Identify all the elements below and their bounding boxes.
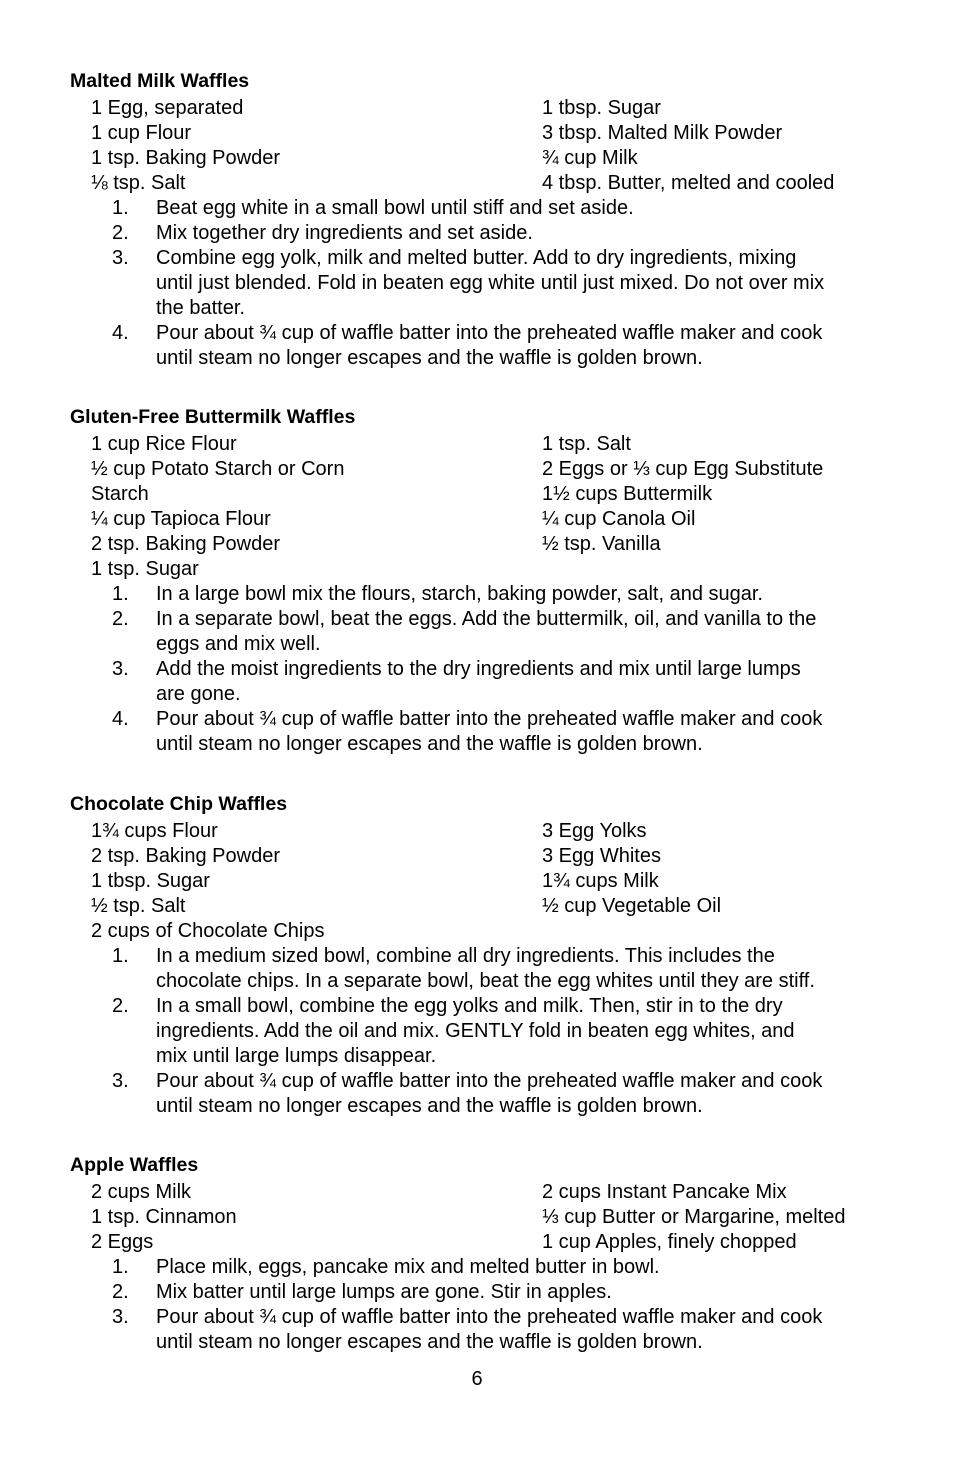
ingredient-item: ½ cup Vegetable Oil [542,895,722,917]
step-line: Mix batter until large lumps are gone. Stir in apples. [156,1281,612,1303]
ingredient-item: 4 tbsp. Butter, melted and cooled [542,172,835,194]
step-number: 3. [112,658,129,680]
step-item [70,1255,900,1280]
step-number: 3. [112,1070,129,1092]
ingredient-item: 1 cup Apples, finely chopped [542,1231,797,1253]
ingredients-left-column [91,96,391,196]
step-item [70,707,900,757]
ingredients-list [70,432,900,582]
step-line: chocolate chips. In a separate bowl, beat the egg whites until they are stiff. [156,970,815,992]
recipe-malted-milk-waffles [70,69,900,371]
ingredient-item: 1 tbsp. Sugar [91,870,210,892]
step-item [70,1280,900,1305]
step-line: Mix together dry ingredients and set aside. [156,222,533,244]
ingredient-item: 2 cups Instant Pancake Mix [542,1181,787,1203]
ingredient-item: 1¾ cups Milk [542,870,659,892]
ingredient-item: ½ tsp. Salt [91,895,186,917]
ingredient-item: Starch [91,483,149,505]
steps-list [70,582,900,757]
step-number: 1. [112,197,129,219]
step-item [70,321,900,371]
ingredients-left-column [91,819,391,944]
step-line: until just blended. Fold in beaten egg white until just mixed. Do not over mix [156,272,825,294]
step-item [70,221,900,246]
recipe-title: Chocolate Chip Waffles [70,793,288,815]
ingredient-item: 3 tbsp. Malted Milk Powder [542,122,783,144]
ingredient-item: ¾ cup Milk [542,147,638,169]
step-number: 3. [112,247,129,269]
ingredient-item: ½ cup Potato Starch or Corn [91,458,345,480]
ingredient-item: 1 cup Rice Flour [91,433,237,455]
step-line: Beat egg white in a small bowl until stiff and set aside. [156,197,634,219]
step-number: 1. [112,945,129,967]
ingredient-item: ⅓ cup Butter or Margarine, melted [542,1206,846,1228]
ingredient-item: 2 tsp. Baking Powder [91,845,280,867]
ingredient-item: 2 tsp. Baking Powder [91,533,280,555]
page-number: 6 [471,1368,483,1390]
ingredient-item: 1 tsp. Baking Powder [91,147,280,169]
ingredient-item: 1 tsp. Sugar [91,558,199,580]
step-line: Add the moist ingredients to the dry ingredients and mix until large lumps [156,658,801,680]
steps-list [70,944,900,1119]
ingredient-item: ½ tsp. Vanilla [542,533,661,555]
step-item [70,657,900,707]
step-line: until steam no longer escapes and the waffle is golden brown. [156,733,703,755]
step-number: 4. [112,708,129,730]
recipe-title: Malted Milk Waffles [70,70,250,92]
step-line: until steam no longer escapes and the waffle is golden brown. [156,347,703,369]
step-line: Pour about ¾ cup of waffle batter into the preheated waffle maker and cook [156,1070,823,1092]
step-item [70,1069,900,1119]
steps-list [70,1255,900,1355]
step-number: 2. [112,608,129,630]
step-line: In a separate bowl, beat the eggs. Add the buttermilk, oil, and vanilla to the [156,608,817,630]
step-line: In a medium sized bowl, combine all dry ingredients. This includes the [156,945,775,967]
step-line: the batter. [156,297,245,319]
step-item [70,994,900,1069]
ingredient-item: 2 Eggs [91,1231,154,1253]
step-line: are gone. [156,683,241,705]
step-line: until steam no longer escapes and the waffle is golden brown. [156,1331,703,1353]
step-line: Combine egg yolk, milk and melted butter. Add to dry ingredients, mixing [156,247,797,269]
ingredients-left-column [91,432,391,582]
step-item [70,196,900,221]
step-number: 1. [112,1256,129,1278]
recipe-title: Apple Waffles [70,1154,199,1176]
step-line: until steam no longer escapes and the waffle is golden brown. [156,1095,703,1117]
step-item [70,582,900,607]
recipe-gluten-free-buttermilk-waffles [70,405,900,757]
step-item [70,607,900,657]
step-line: In a small bowl, combine the egg yolks and milk. Then, stir in to the dry [156,995,783,1017]
ingredient-item: 1 tbsp. Sugar [542,97,661,119]
ingredient-item: ⅛ tsp. Salt [91,172,186,194]
ingredients-right-column [542,96,902,196]
step-line: Pour about ¾ cup of waffle batter into the preheated waffle maker and cook [156,708,823,730]
recipe-apple-waffles [70,1153,900,1355]
ingredients-list [70,819,900,944]
step-number: 1. [112,583,129,605]
ingredient-item: ¼ cup Tapioca Flour [91,508,271,530]
step-line: mix until large lumps disappear. [156,1045,437,1067]
ingredients-left-column [91,1180,391,1255]
step-number: 2. [112,222,129,244]
step-item [70,944,900,994]
ingredient-item: 1½ cups Buttermilk [542,483,713,505]
steps-list [70,196,900,371]
ingredient-item: 1 tsp. Salt [542,433,631,455]
ingredient-item: 1¾ cups Flour [91,820,218,842]
step-line: Pour about ¾ cup of waffle batter into the preheated waffle maker and cook [156,322,823,344]
ingredient-item: 2 cups of Chocolate Chips [91,920,325,942]
step-line: In a large bowl mix the flours, starch, baking powder, salt, and sugar. [156,583,763,605]
ingredients-list [70,96,900,196]
ingredients-list [70,1180,900,1255]
step-number: 3. [112,1306,129,1328]
ingredient-item: 2 cups Milk [91,1181,192,1203]
step-number: 2. [112,995,129,1017]
ingredient-item: 1 tsp. Cinnamon [91,1206,237,1228]
step-line: eggs and mix well. [156,633,321,655]
recipe-chocolate-chip-waffles [70,792,900,1119]
ingredients-right-column [542,432,902,557]
ingredient-item: 2 Eggs or ⅓ cup Egg Substitute [542,458,824,480]
step-line: Pour about ¾ cup of waffle batter into the preheated waffle maker and cook [156,1306,823,1328]
step-number: 2. [112,1281,129,1303]
step-item [70,246,900,321]
step-item [70,1305,900,1355]
recipe-title: Gluten-Free Buttermilk Waffles [70,406,356,428]
ingredient-item: 3 Egg Yolks [542,820,647,842]
ingredients-right-column [542,819,902,919]
ingredient-item: 1 cup Flour [91,122,192,144]
step-line: ingredients. Add the oil and mix. GENTLY fold in beaten egg whites, and [156,1020,795,1042]
ingredient-item: 1 Egg, separated [91,97,244,119]
ingredients-right-column [542,1180,902,1255]
ingredient-item: ¼ cup Canola Oil [542,508,696,530]
step-number: 4. [112,322,129,344]
step-line: Place milk, eggs, pancake mix and melted butter in bowl. [156,1256,660,1278]
ingredient-item: 3 Egg Whites [542,845,661,867]
